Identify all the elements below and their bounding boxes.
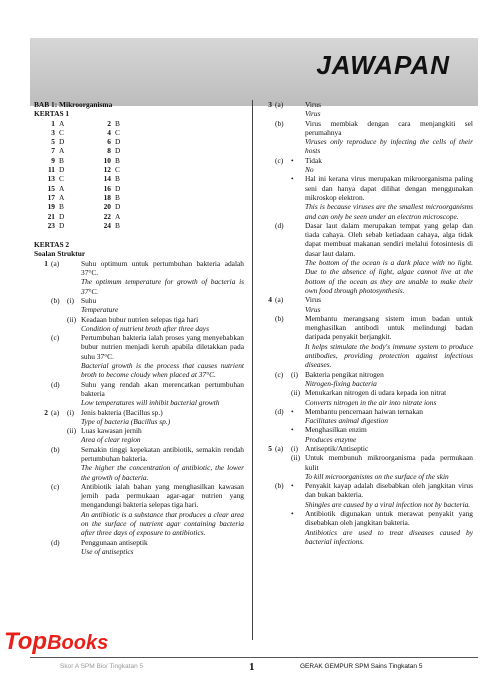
answer-letter: C <box>59 127 64 137</box>
subpart-label <box>291 314 305 370</box>
answer-translation: Produces enzyme <box>305 434 357 444</box>
part-label: (c) <box>51 333 60 343</box>
chapter-heading: BAB 1: Mikroorganisma <box>34 100 113 109</box>
subpart-label <box>67 445 81 482</box>
answer-text: Hal ini kerana virus merupakan mikroorganisma paling seni dan hanya dapat dilihat dengan menggunakan mikroskop elektron. <box>305 174 473 202</box>
subpart-label <box>67 333 81 379</box>
part-label <box>275 453 291 481</box>
answer-item <box>258 444 473 453</box>
question-number <box>34 445 51 482</box>
answer-text: Keadaan bubur nutrien selepas tiga hari <box>81 314 199 324</box>
subpart-label: • <box>291 481 294 491</box>
answer-text: Jenis bakteria (Bacillus sp.) <box>81 407 163 417</box>
question-number: 13 <box>47 174 55 184</box>
footer <box>0 655 504 685</box>
subpart-label: (i) <box>67 407 74 417</box>
question-number <box>34 482 51 538</box>
part-label: (c) <box>275 369 284 379</box>
part-label: (d) <box>275 220 284 230</box>
answer-text: Virus <box>305 100 321 109</box>
question-number: 23 <box>47 220 55 230</box>
answer-text: Dasar laut dalam merupakan tempat yang gelap dan tiada cahaya. Oleh sebab ketiadaan cahaya, alga tidak dapat membuat makanan sendiri melalui fotosintesis di dasar laut dalam. <box>305 220 473 258</box>
question-number <box>258 388 275 407</box>
answer-translation: The higher the concentration of antibiotic, the lower the growth of bacteria. <box>81 463 244 482</box>
question-number: 11 <box>48 165 55 175</box>
answer-item <box>34 259 244 296</box>
subpart-label <box>67 380 81 408</box>
part-label: (d) <box>51 537 60 547</box>
question-number: 21 <box>47 211 55 221</box>
answer-text: Suhu <box>81 295 97 305</box>
answer-translation: Temperature <box>81 305 119 315</box>
question-number: 5 <box>51 137 55 147</box>
part-label: (d) <box>51 379 60 389</box>
subpart-label <box>67 538 81 557</box>
subpart-label <box>291 100 305 119</box>
subpart-label: (i) <box>67 295 74 305</box>
answer-letter: A <box>59 118 65 128</box>
answer-letter: C <box>59 174 64 184</box>
answer-text: Virus <box>305 295 321 305</box>
answer-item <box>34 538 244 557</box>
part-label <box>51 426 67 445</box>
answer-translation: Virus <box>305 109 321 119</box>
subpart-label <box>67 259 81 296</box>
answer-item <box>258 370 473 389</box>
answer-text: Suhu yang rendah akan merencatkan pertumbuhan bakteria <box>81 379 244 398</box>
question-number <box>34 333 51 379</box>
answer-letter: B <box>115 174 120 184</box>
question-number: 15 <box>47 183 55 193</box>
answer-item <box>34 380 244 408</box>
answer-translation: It helps stimulate the body's immune system to produce antibodies, providing protection against infectious diseases. <box>305 341 473 370</box>
answer-translation: Antibiotics are used to treat diseases caused by bacterial infections. <box>305 527 473 546</box>
question-number: 10 <box>103 155 111 165</box>
answer-letter: D <box>59 211 65 221</box>
footer-left-text: Skor A SPM Bio/ Tingkatan 5 <box>60 663 144 670</box>
question-number: 3 <box>51 127 55 137</box>
question-number <box>258 425 275 444</box>
subpart-label: • <box>291 174 294 184</box>
answer-item <box>258 388 473 407</box>
answer-letter: D <box>115 202 121 212</box>
question-number: 17 <box>47 192 55 202</box>
question-number: 20 <box>103 202 111 212</box>
question-number: 16 <box>103 183 111 193</box>
answer-text: Menghasilkan enzim <box>305 425 367 435</box>
answer-translation: To kill microorganisms on the surface of the skin <box>305 471 449 481</box>
question-number <box>34 538 51 557</box>
part-label: (a) <box>275 443 284 453</box>
answer-letter: B <box>115 118 120 128</box>
question-number: 6 <box>107 137 111 147</box>
answer-translation: Virus <box>305 304 321 314</box>
page-number: 1 <box>249 661 255 673</box>
subpart-label <box>67 482 81 538</box>
answer-item <box>258 425 473 444</box>
answer-letter: B <box>115 192 120 202</box>
part-label <box>51 315 67 334</box>
answer-translation: Converts nitrogen in the air into nitrate ions <box>305 397 437 407</box>
answer-grid <box>43 119 244 231</box>
subpart-label: • <box>291 425 294 435</box>
answer-text: Membantu pencernaan haiwan ternakan <box>305 406 423 416</box>
question-number: 1 <box>44 258 48 268</box>
part-label <box>275 174 291 220</box>
answer-letter: B <box>59 155 64 165</box>
answer-text: Untuk membunuh mikroorganisma pada permukaan kulit <box>305 453 473 472</box>
left-column <box>34 100 244 556</box>
answer-translation: This is because viruses are the smallest microorganisms and can only be seen under an electron microscope. <box>305 202 473 221</box>
question-number: 4 <box>107 127 111 137</box>
logo-top-text: Top <box>4 628 48 655</box>
question-number <box>258 156 275 175</box>
answer-translation: The optimum temperature for growth of bacteria is 37°C. <box>81 277 244 296</box>
question-number: 1 <box>51 118 55 128</box>
part-label <box>275 388 291 407</box>
answer-item <box>34 408 244 427</box>
answer-letter: A <box>59 192 65 202</box>
question-number: 2 <box>44 407 48 417</box>
subpart-label <box>291 221 305 295</box>
part-label: (a) <box>275 100 284 109</box>
answer-translation: An antibiotic is a substance that produces a clear area on the surface of nutrient agar containing bacteria after three days of exposure to antibiotics. <box>81 509 244 538</box>
subpart-label: (ii) <box>67 314 77 324</box>
subpart-label: • <box>291 155 294 165</box>
answer-text: Antibiotik ialah bahan yang menghasilkan kawasan jernih pada permukaan agar-agar nutrien yang mengandungi bakteria selepas tiga hari. <box>81 481 244 510</box>
part-label: (d) <box>275 406 284 416</box>
answer-item <box>258 119 473 156</box>
question-number <box>34 426 51 445</box>
footer-right-text: GERAK GEMPUR SPM Sains Tingkatan 5 <box>300 663 423 670</box>
part-label: (a) <box>275 295 284 305</box>
answer-letter: B <box>115 220 120 230</box>
question-number: 9 <box>51 155 55 165</box>
part-label: (b) <box>51 444 60 454</box>
part-label: (b) <box>275 481 284 491</box>
logo-books-text: Books <box>47 632 109 654</box>
answer-letter: D <box>59 165 65 175</box>
answer-item <box>258 509 473 546</box>
answer-text: Pertumbuhan bakteria ialah proses yang menyebabkan bubur nutrien menjadi keruh apabila diletakkan pada suhu 37°C. <box>81 333 244 361</box>
question-number <box>258 453 275 481</box>
answer-letter: C <box>115 127 120 137</box>
subpart-label: (i) <box>291 443 298 453</box>
question-number: 3 <box>268 100 272 109</box>
answer-text: Virus membiak dengan cara menjangkiti sel perumahnya <box>305 118 473 137</box>
answer-item <box>34 296 244 315</box>
part-label: (c) <box>51 481 60 491</box>
answer-item <box>34 333 244 379</box>
answer-item <box>258 481 473 509</box>
question-number <box>34 380 51 408</box>
answer-letter: A <box>59 146 65 156</box>
answer-item <box>34 445 244 482</box>
answer-translation: Low temperatures will inhibit bacterial growth <box>81 398 220 408</box>
answer-text: Luas kawasan jernih <box>81 426 142 436</box>
right-answers <box>258 100 473 546</box>
part-label: (b) <box>51 295 60 305</box>
question-number <box>34 315 51 334</box>
question-number <box>258 314 275 370</box>
subpart-label: (ii) <box>291 453 301 463</box>
answer-translation: Shingles are caused by a viral infection not by bacteria. <box>305 499 471 509</box>
header-banner <box>30 38 478 106</box>
question-number <box>34 296 51 315</box>
structure-heading: Soalan Struktur <box>34 249 86 259</box>
answer-translation: Area of clear region <box>81 435 141 445</box>
answer-text: Menukarkan nitrogen di udara kepada ion nitrat <box>305 388 447 398</box>
question-number <box>258 407 275 426</box>
answer-letter: A <box>115 211 121 221</box>
answer-text: Semakin tinggi kepekatan antibiotik, semakin rendah pertumbuhan bakteria. <box>81 444 244 463</box>
right-column <box>258 100 473 546</box>
answer-text: Tidak <box>305 155 322 165</box>
answer-item <box>258 174 473 220</box>
question-number <box>258 119 275 156</box>
answer-translation: The bottom of the ocean is a dark place with no light. Due to the absence of light, algae cannot live at the bottom of the ocean as they are unable to make their own food through photosynthesis. <box>305 258 473 295</box>
part-label: (b) <box>275 313 284 323</box>
question-number <box>258 370 275 389</box>
answer-text: Antibiotik digunakan untuk merawat penyakit yang disebabkan oleh jangkitan bakteria. <box>305 509 473 528</box>
answer-item <box>258 295 473 314</box>
answer-item <box>258 100 473 119</box>
question-number: 19 <box>47 202 55 212</box>
answer-translation: Facilitates animal digestion <box>305 416 388 426</box>
answer-letter: B <box>59 202 64 212</box>
part-label: (c) <box>275 155 284 165</box>
answer-item <box>34 315 244 334</box>
answer-translation: No <box>305 165 314 175</box>
answer-text: Bakteria pengikat nitrogen <box>305 369 384 379</box>
answer-letter: D <box>115 146 121 156</box>
answer-item <box>258 453 473 481</box>
part-label <box>275 425 291 444</box>
answer-item <box>34 482 244 538</box>
answer-letter: D <box>59 220 65 230</box>
question-number <box>258 509 275 546</box>
answer-text: Antiseptik/Antiseptic <box>305 443 369 453</box>
answer-text: Suhu optimum untuk pertumbuhan bakteria adalah 37°C. <box>81 258 244 278</box>
column-divider <box>252 100 253 640</box>
question-number: 24 <box>103 220 111 230</box>
question-number: 2 <box>107 118 111 128</box>
question-number: 7 <box>51 146 55 156</box>
left-answers <box>34 259 244 557</box>
question-number <box>258 174 275 220</box>
answer-item <box>258 314 473 370</box>
question-number: 12 <box>103 165 111 175</box>
answer-letter: A <box>59 183 65 193</box>
answer-text: Penyakit kayap adalah disebabkan oleh jangkitan virus dan bukan bakteria. <box>305 481 473 500</box>
paper1-heading: KERTAS 1 <box>34 109 70 119</box>
footer-rule <box>30 657 478 658</box>
subpart-label: (ii) <box>67 426 77 436</box>
answer-text: Penggunaan antiseptik <box>81 537 148 547</box>
question-number: 14 <box>103 174 111 184</box>
topbooks-logo <box>4 628 108 656</box>
paper2-heading: KERTAS 2 <box>34 240 70 250</box>
answer-translation: Bacterial growth is the process that causes nutrient broth to become cloudy when placed at 37°C. <box>81 361 244 380</box>
answer-item <box>34 426 244 445</box>
answer-letter: C <box>115 165 120 175</box>
answer-translation: Viruses only reproduce by infecting the cells of their hosts <box>305 137 473 156</box>
subpart-label <box>291 295 305 314</box>
answer-letter: D <box>115 137 121 147</box>
subpart-label <box>291 119 305 156</box>
answer-item <box>258 156 473 175</box>
subpart-label: (i) <box>291 369 298 379</box>
question-number: 22 <box>103 211 111 221</box>
answer-letter: D <box>115 183 121 193</box>
answer-translation: Nitrogen-fixing bacteria <box>305 378 377 388</box>
answer-letter: D <box>59 137 65 147</box>
part-label: (b) <box>275 118 284 128</box>
part-label: (a) <box>51 258 60 268</box>
subpart-label: • <box>291 509 294 519</box>
answer-item <box>258 407 473 426</box>
answer-text: Membantu merangsang sistem imun badan untuk menghasilkan antibodi untuk melindungi badan daripada penyakit berjangkit. <box>305 313 473 342</box>
page-title: JAWAPAN <box>316 50 450 80</box>
part-label <box>275 509 291 546</box>
question-number <box>258 481 275 509</box>
question-number: 4 <box>268 295 272 305</box>
answer-letter: B <box>115 155 120 165</box>
answer-translation: Condition of nutrient broth after three days <box>81 323 209 333</box>
subpart-label: (ii) <box>291 388 301 398</box>
question-number: 18 <box>103 192 111 202</box>
answer-item <box>258 221 473 295</box>
subpart-label: • <box>291 406 294 416</box>
question-number <box>258 221 275 295</box>
part-label: (a) <box>51 407 60 417</box>
question-number: 5 <box>268 443 272 453</box>
answer-translation: Type of bacteria (Bacillus sp.) <box>81 416 171 426</box>
answer-translation: Use of antiseptics <box>81 546 134 556</box>
question-number: 8 <box>107 146 111 156</box>
